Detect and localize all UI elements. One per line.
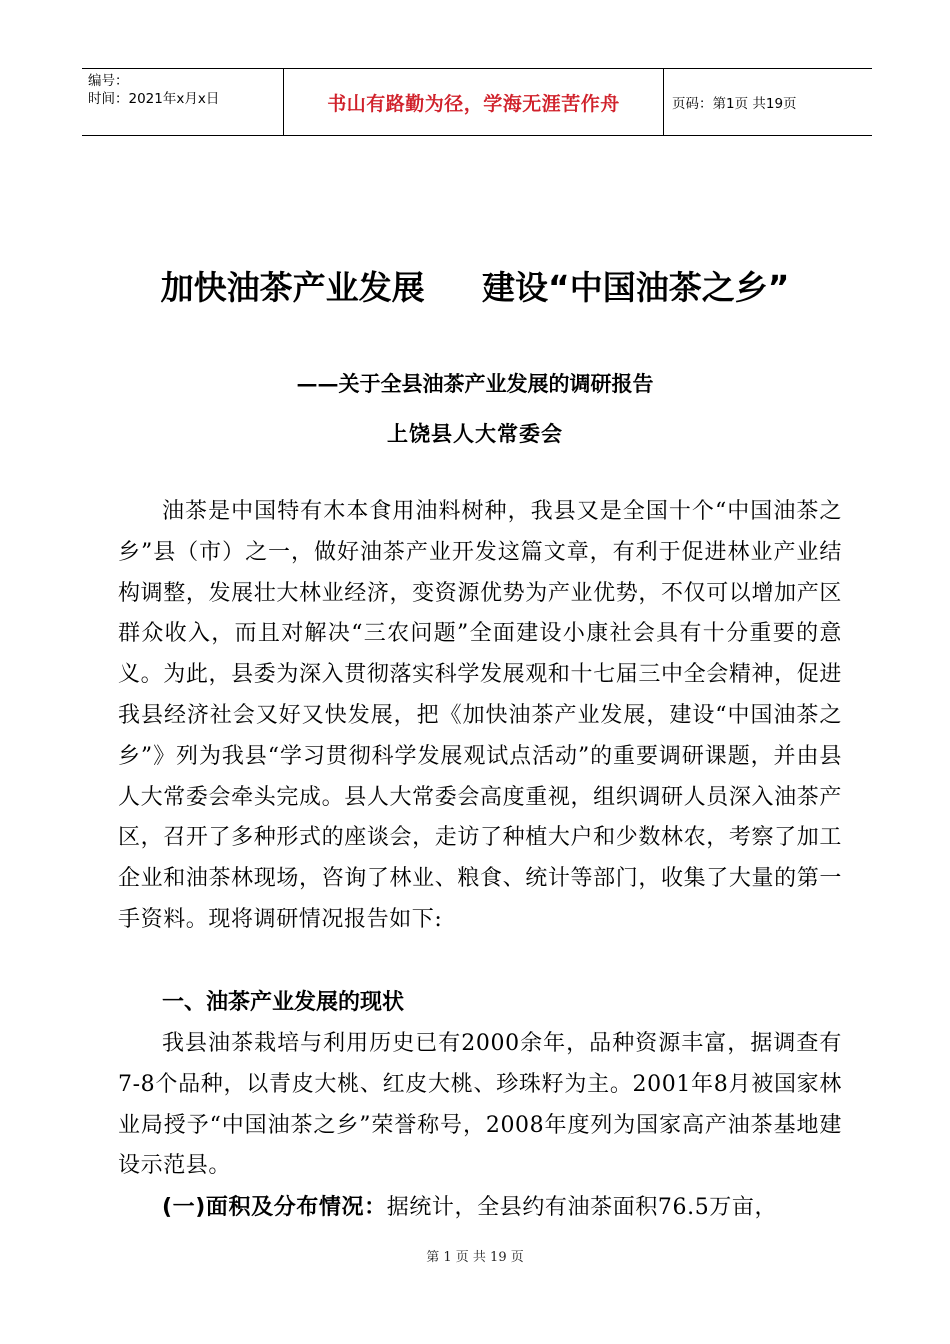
- document-subtitle: ——关于全县油茶产业发展的调研报告: [296, 371, 654, 396]
- intro-paragraph: 油茶是中国特有木本食用油料树种，我县又是全国十个“中国油茶之乡”县（市）之一，做好油茶产业开发这篇文章，有利于促进林业产业结构调整，发展壮大林业经济，变资源优势为产业优势，不仅可以增加产区群众收入，而且对解决“三农问题”全面建设小康社会具有十分重要的意义。为此，县委为深入贯彻落实科学发展观和十七届三中全会精神，促进我县经济社会又好又快发展，把《加快油茶产业发展，建设“中国油茶之乡”》列为我县“学习贯彻科学发展观试点活动”的重要调研课题，并由县人大常委会牵头完成。县人大常委会高度重视，组织调研人员深入油茶产区，召开了多种形式的座谈会，走访了种植大户和少数林农，考察了加工企业和油茶林现场，咨询了林业、粮食、统计等部门，收集了大量的第一手资料。现将调研情况报告如下:: [118, 499, 842, 932]
- document-author: 上饶县人大常委会: [387, 421, 563, 446]
- slogan-text: 书山有路勤为径，学海无涯苦作舟: [327, 92, 620, 115]
- page-footer: 第 1 页 共 19 页: [426, 1250, 524, 1265]
- section1-paragraph: 我县油茶栽培与利用历史已有2000余年，品种资源丰富，据调查有7-8个品种，以青皮大桃、红皮大桃、珍珠籽为主。2001年8月被国家林业局授予“中国油茶之乡”荣誉称号，2008年度列为国家高产油茶基地建设示范县。: [118, 1031, 842, 1179]
- subsection1-paragraph: [118, 1188, 842, 1229]
- header-table: [82, 68, 872, 136]
- subsection1-text: 据统计，全县约有油茶面积76.5万亩，: [386, 1195, 778, 1220]
- header-meta-cell: [82, 69, 284, 135]
- header-slogan-cell: [284, 69, 664, 135]
- document-title: 加快油茶产业发展 建设“中国油茶之乡”: [160, 268, 790, 307]
- subsection1-label: (一)面积及分布情况：: [162, 1195, 387, 1220]
- page-info: 页码：第1页 共19页: [672, 96, 797, 112]
- header-page-cell: [664, 69, 872, 135]
- time-label: 时间：2021年x月x日: [88, 91, 220, 107]
- number-label: 编号：: [88, 73, 129, 89]
- section1-heading: 一、油茶产业发展的现状: [162, 990, 405, 1015]
